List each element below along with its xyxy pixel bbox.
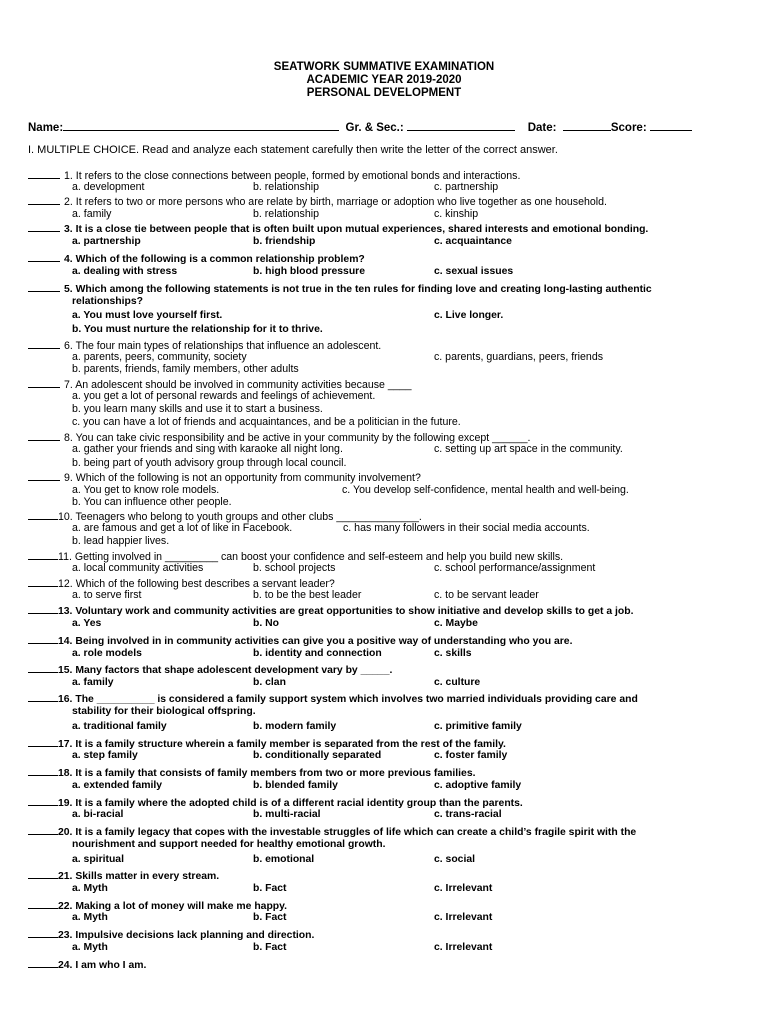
choice-b: b. clan [253,677,286,688]
answer-blank[interactable] [28,927,58,938]
question-item [28,509,422,523]
score-field[interactable] [650,120,692,131]
answer-blank[interactable] [28,662,58,673]
question-number: 14. [58,636,73,647]
subject-title: PERSONAL DEVELOPMENT [306,87,462,99]
question-item [28,795,523,809]
question-item [28,281,652,295]
question-number: 21. [58,871,73,882]
choice-b: b. multi-racial [253,809,321,820]
question-number: 17. [58,739,73,750]
question-item [28,603,633,617]
choice-a: a. development [72,181,145,193]
question-item [28,736,506,750]
question-text: Which among the following statements is not true in the ten rules for finding love and creating long-lasting authentic [75,284,652,295]
choice-b: b. relationship [253,181,319,193]
question-number: 20. [58,827,73,838]
question-item [28,633,572,647]
choice-c: c. you can have a lot of friends and acquaintances, and be a politician in the future. [72,416,461,428]
instructions: I. MULTIPLE CHOICE. Read and analyze each statement carefully then write the letter of the correct answer. [28,144,558,156]
question-text: Being involved in in community activities can give you a positive way of understanding who you are. [75,636,573,647]
choice-a: a. dealing with stress [72,266,178,277]
answer-blank[interactable] [28,795,58,806]
question-item [28,868,219,882]
question-text: It is a close tie between people that is often built upon mutual experiences, shared interests and emotional bonding. [75,224,649,235]
choice-a: a. local community activities [72,562,204,574]
question-text: It is a family legacy that copes with the investable struggles of life which can create a child’s fragile spirit with the [75,827,637,838]
question-item [28,377,411,391]
question-number: 16. [58,694,73,705]
choice-a: a. traditional family [72,721,167,732]
question-number: 12. [58,578,73,590]
choice-c: c. Irrelevant [434,942,493,953]
choice-b: b. emotional [253,854,315,865]
answer-blank[interactable] [28,377,60,388]
choice-c: c. Irrelevant [434,912,493,923]
choice-a: a. bi-racial [72,809,124,820]
exam-title: SEATWORK SUMMATIVE EXAMINATION [273,61,495,73]
answer-blank[interactable] [28,868,58,879]
choice-c: c. skills [434,648,472,659]
choice-b: b. you learn many skills and use it to start a business. [72,403,323,415]
question-item [28,898,287,912]
question-number: 24. [58,960,73,971]
choice-a: a. extended family [72,780,163,791]
question-text: Which of the following is a common relationship problem? [75,254,365,265]
name-field[interactable] [63,120,339,131]
question-text-continued: nourishment and support needed for healthy emotional growth. [72,839,386,850]
choice-a: a. Myth [72,912,108,923]
question-text: An adolescent should be involved in community activities because ____ [75,379,412,391]
grade-section-field[interactable] [407,120,515,131]
choice-a: a. parents, peers, community, society [72,351,247,363]
question-item [28,430,530,444]
answer-blank[interactable] [28,957,58,968]
question-item [28,470,421,484]
choice-a: a. you get a lot of personal rewards and feelings of achievement. [72,390,376,402]
choice-c: c. parents, guardians, peers, friends [434,351,604,363]
choice-b: b. being part of youth advisory group through local council. [72,457,347,469]
choice-c: c. trans-racial [434,809,502,820]
question-text: Many factors that shape adolescent development vary by _____. [75,665,393,676]
question-text: Skills matter in every stream. [75,871,220,882]
choice-c: c. Live longer. [434,310,504,321]
answer-blank[interactable] [28,281,60,292]
question-item [28,251,365,265]
answer-blank[interactable] [28,470,60,481]
question-number: 9. [64,472,73,484]
choice-a: a. are famous and get a lot of like in Facebook. [72,522,293,534]
student-info-row [28,120,692,134]
question-item [28,338,381,352]
choice-c: c. to be servant leader [434,589,539,601]
choice-c: c. social [434,854,476,865]
question-item [28,168,520,182]
question-text: Getting involved in _________ can boost your confidence and self-esteem and help you build new skills. [74,551,564,563]
question-item [28,221,648,235]
choice-c: c. You develop self-confidence, mental health and well-being. [342,484,629,496]
question-text-continued: relationships? [72,296,144,307]
question-text: The four main types of relationships that influence an adolescent. [75,340,382,352]
question-item [28,927,314,941]
question-number: 10. [58,511,73,523]
question-text: You can take civic responsibility and be active in your community by the following except ______. [75,432,531,444]
choice-c: c. setting up art space in the community. [434,443,623,455]
question-text-continued: stability for their biological offspring. [72,706,256,717]
question-text: Voluntary work and community activities are great opportunities to show initiative and develop skills to get a job. [75,606,634,617]
choice-b: b. conditionally separated [253,750,382,761]
choice-c: c. culture [434,677,481,688]
date-label: Date: [527,122,557,134]
choice-b: b. friendship [253,236,316,247]
choice-a: a. spiritual [72,854,124,865]
question-item [28,549,563,563]
question-number: 13. [58,606,73,617]
choice-a: a. You must love yourself first. [72,310,223,321]
choice-c: c. Maybe [434,618,478,629]
question-text: Which of the following is not an opportunity from community involvement? [75,472,421,484]
choice-b: b. blended family [253,780,338,791]
answer-blank[interactable] [28,576,58,587]
answer-blank[interactable] [28,168,60,179]
question-text: Teenagers who belong to youth groups and other clubs ______________. [75,511,422,523]
question-number: 18. [58,768,73,779]
answer-blank[interactable] [28,603,58,614]
answer-blank[interactable] [28,549,58,560]
choice-c: c. sexual issues [434,266,514,277]
question-number: 19. [58,798,73,809]
question-item [28,765,476,779]
question-number: 11. [58,551,72,563]
choice-a: a. step family [72,750,138,761]
question-item [28,194,607,208]
choice-c: c. Irrelevant [434,883,493,894]
answer-blank[interactable] [28,736,58,747]
answer-blank[interactable] [28,221,60,232]
question-number: 2. [64,196,73,208]
choice-b: b. Fact [253,942,287,953]
question-number: 23. [58,930,73,941]
academic-year: ACADEMIC YEAR 2019-2020 [306,74,462,86]
answer-blank[interactable] [28,509,58,520]
choice-c: c. has many followers in their social media accounts. [343,522,590,534]
choice-b: b. school projects [253,562,336,574]
choice-b: b. lead happier lives. [72,535,170,547]
question-number: 22. [58,901,73,912]
choice-c: c. acquaintance [434,236,512,247]
question-number: 1. [64,170,73,182]
answer-blank[interactable] [28,824,58,835]
question-number: 8. [64,432,73,444]
choice-b: b. relationship [253,208,319,220]
question-number: 3. [64,224,73,235]
question-number: 5. [64,284,73,295]
choice-b: b. identity and connection [253,648,382,659]
question-text: It is a family that consists of family members from two or more previous families. [75,768,476,779]
question-text: Impulsive decisions lack planning and direction. [75,930,315,941]
choice-b: b. to be the best leader [253,589,362,601]
question-text: Making a lot of money will make me happy. [75,901,288,912]
question-text: It refers to the close connections between people, formed by emotional bonds and interactions. [75,170,521,182]
question-text: It is a family where the adopted child is of a different racial identity group than the parents. [75,798,523,809]
answer-blank[interactable] [28,430,60,441]
grade-section-label: Gr. & Sec.: [345,122,404,134]
question-item [28,957,146,971]
question-item [28,662,392,676]
answer-blank[interactable] [28,251,60,262]
choice-a: a. family [72,677,114,688]
question-number: 15. [58,665,73,676]
choice-c: c. adoptive family [434,780,522,791]
name-label: Name: [28,122,64,134]
choice-b: b. parents, friends, family members, other adults [72,363,299,375]
answer-blank[interactable] [28,691,58,702]
choice-a: a. family [72,208,112,220]
choice-a: a. You get to know role models. [72,484,220,496]
choice-a: a. Myth [72,942,108,953]
choice-a: a. gather your friends and sing with karaoke all night long. [72,443,343,455]
answer-blank[interactable] [28,338,60,349]
choice-b: b. No [253,618,279,629]
question-text: It refers to two or more persons who are relate by birth, marriage or adoption who live together as one household. [75,196,607,208]
answer-blank[interactable] [28,765,58,776]
question-number: 6. [64,340,73,352]
score-label: Score: [610,122,647,134]
question-text: It is a family structure wherein a family member is separated from the rest of the family. [75,739,506,750]
choice-b: b. You must nurture the relationship for it to thrive. [72,324,323,335]
choice-b: b. You can influence other people. [72,496,232,508]
question-text: The __________ is considered a family support system which involves two married individuals providing care and [75,694,638,705]
choice-a: a. Yes [72,618,102,629]
answer-blank[interactable] [28,194,60,205]
choice-b: b. modern family [253,721,337,732]
question-text: Which of the following best describes a servant leader? [75,578,335,590]
question-text: I am who I am. [75,960,147,971]
question-item [28,691,638,705]
question-item [28,824,636,838]
choice-a: a. Myth [72,883,108,894]
choice-b: b. Fact [253,883,287,894]
choice-a: a. role models [72,648,142,659]
choice-a: a. to serve first [72,589,142,601]
question-item [28,576,335,590]
choice-c: c. partnership [434,181,499,193]
answer-blank[interactable] [28,633,58,644]
date-field[interactable] [563,120,611,131]
choice-c: c. primitive family [434,721,522,732]
choice-c: c. kinship [434,208,479,220]
choice-b: b. Fact [253,912,287,923]
answer-blank[interactable] [28,898,58,909]
choice-c: c. school performance/assignment [434,562,596,574]
choice-c: c. foster family [434,750,508,761]
choice-a: a. partnership [72,236,141,247]
question-number: 7. [64,379,73,391]
choice-b: b. high blood pressure [253,266,365,277]
question-number: 4. [64,254,73,265]
